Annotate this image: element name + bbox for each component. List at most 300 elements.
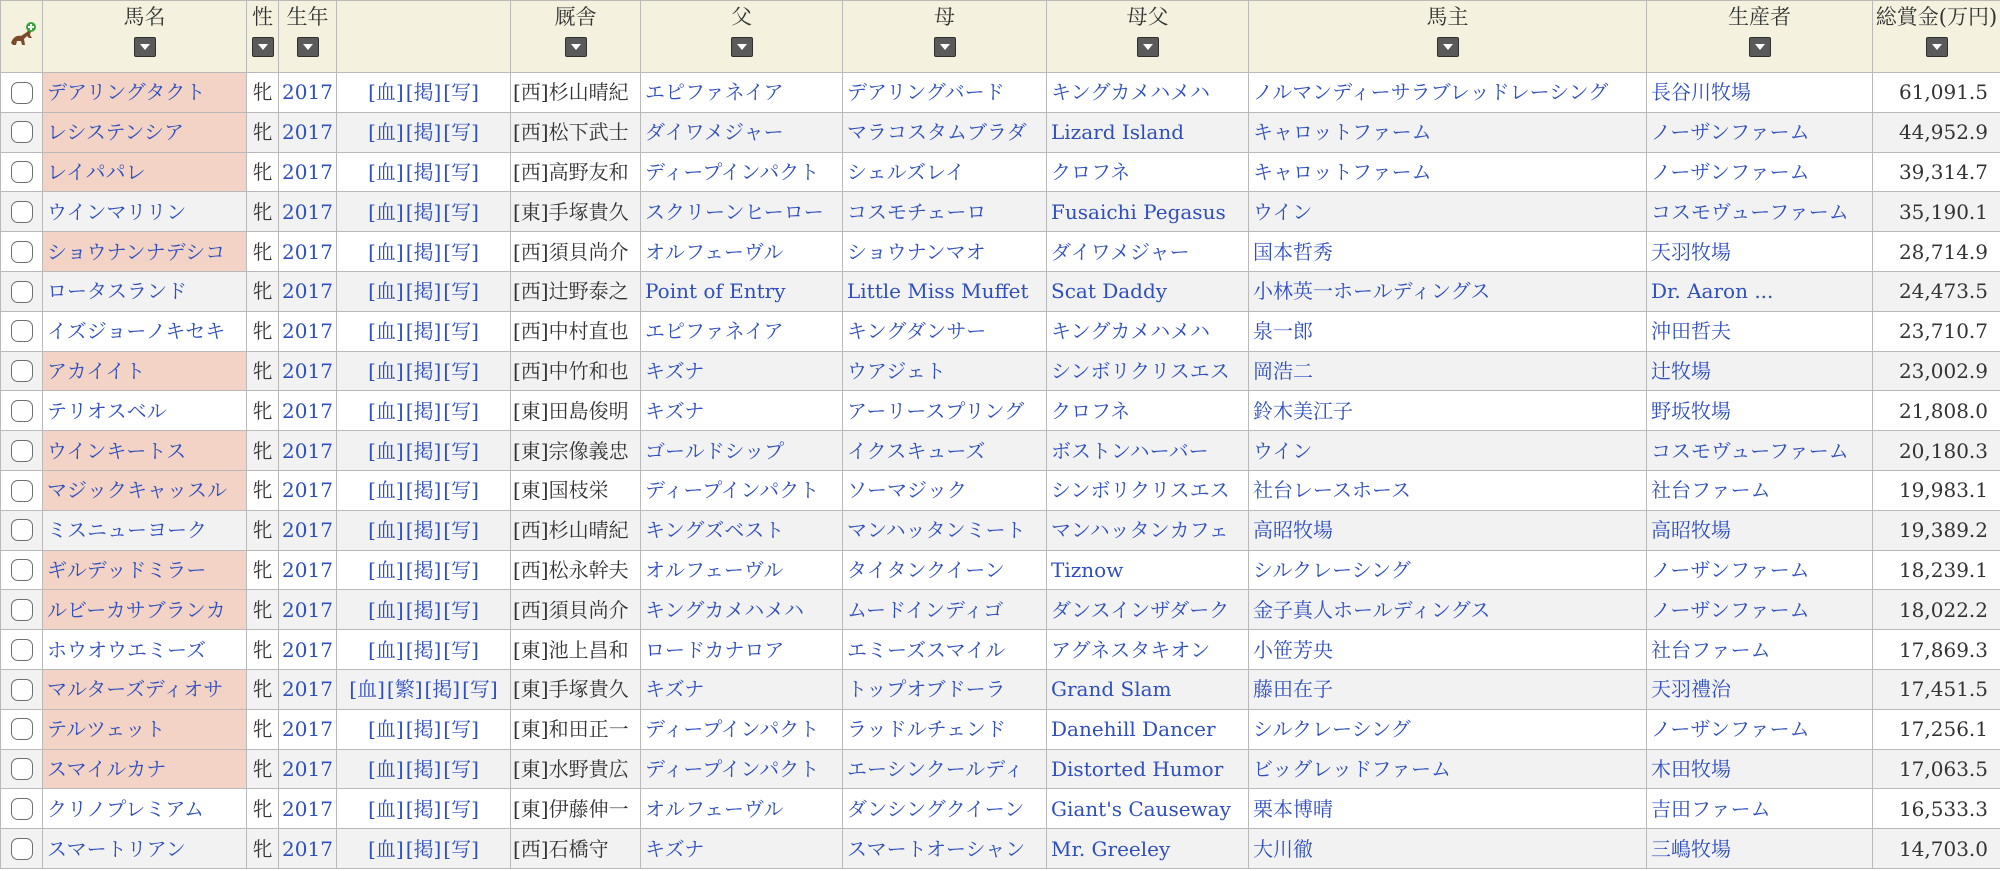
birth-year-link[interactable]: 2017 bbox=[279, 470, 337, 510]
detail-link[interactable]: [血] bbox=[349, 677, 385, 702]
breeder-link[interactable]: ノーザンファーム bbox=[1647, 152, 1873, 192]
row-checkbox[interactable] bbox=[11, 161, 33, 183]
owner-link[interactable]: ウイン bbox=[1249, 431, 1647, 471]
detail-link[interactable]: [血] bbox=[368, 518, 404, 543]
detail-link[interactable]: [写] bbox=[443, 199, 479, 224]
row-checkbox[interactable] bbox=[11, 679, 33, 701]
links-cell bbox=[337, 669, 511, 709]
sire-link[interactable]: キズナ bbox=[641, 669, 843, 709]
dam-link[interactable]: シェルズレイ bbox=[843, 152, 1047, 192]
links-cell bbox=[337, 510, 511, 550]
header-links bbox=[337, 1, 511, 73]
sire-link[interactable]: ディープインパクト bbox=[641, 152, 843, 192]
header-year: 生年 bbox=[279, 1, 337, 73]
sire-link[interactable]: エピファネイア bbox=[641, 73, 843, 113]
damsire-link[interactable]: ボストンハーバー bbox=[1047, 431, 1249, 471]
sire-link[interactable]: ディープインパクト bbox=[641, 749, 843, 789]
links-cell bbox=[337, 73, 511, 113]
row-checkbox[interactable] bbox=[11, 519, 33, 541]
detail-link[interactable]: [血] bbox=[368, 199, 404, 224]
detail-link[interactable]: [掲] bbox=[405, 120, 442, 145]
detail-link[interactable]: [掲] bbox=[405, 319, 442, 344]
row-checkbox[interactable] bbox=[11, 798, 33, 820]
breeder-link[interactable]: 長谷川牧場 bbox=[1647, 73, 1873, 113]
sort-dropdown-damsire-icon[interactable] bbox=[1137, 37, 1159, 57]
sort-dropdown-dam-icon[interactable] bbox=[934, 37, 956, 57]
stable-cell bbox=[511, 789, 641, 829]
detail-link[interactable]: [血] bbox=[368, 557, 404, 582]
birth-year-link[interactable]: 2017 bbox=[279, 192, 337, 232]
damsire-link[interactable]: Tiznow bbox=[1047, 550, 1249, 590]
detail-link[interactable]: [掲] bbox=[405, 836, 442, 861]
detail-link[interactable]: [掲] bbox=[405, 756, 442, 781]
prize-cell: 17,256.1 bbox=[1873, 709, 2000, 749]
detail-link[interactable]: [写] bbox=[443, 120, 479, 145]
owner-link[interactable]: シルクレーシング bbox=[1249, 550, 1647, 590]
detail-link[interactable]: [血] bbox=[368, 279, 404, 304]
row-checkbox[interactable] bbox=[11, 480, 33, 502]
detail-link[interactable]: [掲] bbox=[405, 358, 442, 383]
dam-link[interactable]: コスモチェーロ bbox=[843, 192, 1047, 232]
row-select-cell bbox=[1, 669, 43, 709]
stable-link[interactable]: [東]国枝栄 bbox=[513, 478, 609, 503]
row-select-cell bbox=[1, 550, 43, 590]
sire-link[interactable]: キズナ bbox=[641, 391, 843, 431]
birth-year-link[interactable]: 2017 bbox=[279, 630, 337, 670]
owner-link[interactable]: 藤田在子 bbox=[1249, 669, 1647, 709]
row-checkbox[interactable] bbox=[11, 718, 33, 740]
damsire-link[interactable]: キングカメハメハ bbox=[1047, 311, 1249, 351]
breeder-link[interactable]: 辻牧場 bbox=[1647, 351, 1873, 391]
sire-link[interactable]: ディープインパクト bbox=[641, 709, 843, 749]
detail-link[interactable]: [写] bbox=[443, 279, 479, 304]
dam-link[interactable]: イクスキューズ bbox=[843, 431, 1047, 471]
sire-link[interactable]: オルフェーヴル bbox=[641, 789, 843, 829]
breeder-link[interactable]: 吉田ファーム bbox=[1647, 789, 1873, 829]
row-checkbox[interactable] bbox=[11, 440, 33, 462]
prize-cell: 44,952.9 bbox=[1873, 112, 2000, 152]
detail-link[interactable]: [掲] bbox=[405, 398, 442, 423]
detail-link[interactable]: [掲] bbox=[405, 159, 442, 184]
detail-link[interactable]: [掲] bbox=[405, 80, 442, 105]
damsire-link[interactable]: シンボリクリスエス bbox=[1047, 351, 1249, 391]
sex-cell: 牝 bbox=[247, 550, 279, 590]
horse-name-link[interactable]: デアリングタクト bbox=[43, 73, 247, 113]
stable-cell bbox=[511, 232, 641, 272]
birth-year-link[interactable]: 2017 bbox=[279, 311, 337, 351]
table-row bbox=[1, 630, 2000, 670]
horse-name-link[interactable]: ウインマリリン bbox=[43, 192, 247, 232]
detail-link[interactable]: [写] bbox=[443, 836, 479, 861]
horse-name-link[interactable]: ギルデッドミラー bbox=[43, 550, 247, 590]
table-row bbox=[1, 311, 2000, 351]
stable-cell bbox=[511, 311, 641, 351]
detail-link[interactable]: [繁] bbox=[386, 677, 423, 702]
sort-dropdown-stable-icon[interactable] bbox=[565, 37, 587, 57]
dam-link[interactable]: キングダンサー bbox=[843, 311, 1047, 351]
sort-dropdown-sire-icon[interactable] bbox=[731, 37, 753, 57]
damsire-link[interactable]: Lizard Island bbox=[1047, 112, 1249, 152]
birth-year-link[interactable]: 2017 bbox=[279, 789, 337, 829]
breeder-link[interactable]: コスモヴューファーム bbox=[1647, 192, 1873, 232]
stable-link[interactable]: [東]田島俊明 bbox=[513, 398, 629, 423]
horse-name-link[interactable]: クリノプレミアム bbox=[43, 789, 247, 829]
header-damsire: 母父 bbox=[1047, 1, 1249, 73]
damsire-link[interactable]: マンハッタンカフェ bbox=[1047, 510, 1249, 550]
detail-link[interactable]: [血] bbox=[368, 120, 404, 145]
row-checkbox[interactable] bbox=[11, 241, 33, 263]
row-select-cell bbox=[1, 271, 43, 311]
detail-link[interactable]: [掲] bbox=[405, 478, 442, 503]
row-select-cell bbox=[1, 73, 43, 113]
detail-link[interactable]: [血] bbox=[368, 80, 404, 105]
stable-link[interactable]: [西]松永幹夫 bbox=[513, 557, 629, 582]
row-select-cell bbox=[1, 749, 43, 789]
row-checkbox[interactable] bbox=[11, 599, 33, 621]
owner-link[interactable]: ノルマンディーサラブレッドレーシング bbox=[1249, 73, 1647, 113]
birth-year-link[interactable]: 2017 bbox=[279, 112, 337, 152]
breeder-link[interactable]: ノーザンファーム bbox=[1647, 590, 1873, 630]
detail-link[interactable]: [血] bbox=[368, 637, 404, 662]
detail-link[interactable]: [写] bbox=[462, 677, 498, 702]
detail-link[interactable]: [写] bbox=[443, 319, 479, 344]
sex-cell: 牝 bbox=[247, 311, 279, 351]
owner-link[interactable]: 栗本博晴 bbox=[1249, 789, 1647, 829]
dam-link[interactable]: エーシンクールディ bbox=[843, 749, 1047, 789]
detail-link[interactable]: [血] bbox=[368, 756, 404, 781]
detail-link[interactable]: [血] bbox=[368, 478, 404, 503]
stable-link[interactable]: [西]中竹和也 bbox=[513, 358, 629, 383]
owner-link[interactable]: 社台レースホース bbox=[1249, 470, 1647, 510]
breeder-link[interactable]: 木田牧場 bbox=[1647, 749, 1873, 789]
row-checkbox[interactable] bbox=[11, 281, 33, 303]
horse-name-link[interactable]: テルツェット bbox=[43, 709, 247, 749]
detail-link[interactable]: [写] bbox=[443, 358, 479, 383]
dam-link[interactable]: スマートオーシャン bbox=[843, 829, 1047, 869]
row-select-cell bbox=[1, 391, 43, 431]
horse-name-link[interactable]: テリオスベル bbox=[43, 391, 247, 431]
detail-link[interactable]: [写] bbox=[443, 478, 479, 503]
stable-link[interactable]: [東]宗像義忠 bbox=[513, 438, 629, 463]
row-checkbox[interactable] bbox=[11, 758, 33, 780]
breeder-link[interactable]: コスモヴューファーム bbox=[1647, 431, 1873, 471]
row-checkbox[interactable] bbox=[11, 360, 33, 382]
birth-year-link[interactable]: 2017 bbox=[279, 669, 337, 709]
horse-name-link[interactable]: ホウオウエミーズ bbox=[43, 630, 247, 670]
stable-link[interactable]: [西]松下武士 bbox=[513, 120, 629, 145]
birth-year-link[interactable]: 2017 bbox=[279, 73, 337, 113]
detail-link[interactable]: [掲] bbox=[405, 597, 442, 622]
sire-link[interactable]: ゴールドシップ bbox=[641, 431, 843, 471]
damsire-link[interactable]: クロフネ bbox=[1047, 391, 1249, 431]
horse-name-link[interactable]: スマイルカナ bbox=[43, 749, 247, 789]
damsire-link[interactable]: キングカメハメハ bbox=[1047, 73, 1249, 113]
stable-cell bbox=[511, 829, 641, 869]
breeder-link[interactable]: 天羽禮治 bbox=[1647, 669, 1873, 709]
owner-link[interactable]: 岡浩二 bbox=[1249, 351, 1647, 391]
detail-link[interactable]: [血] bbox=[368, 597, 404, 622]
dam-link[interactable]: ショウナンマオ bbox=[843, 232, 1047, 272]
stable-link[interactable]: [西]杉山晴紀 bbox=[513, 80, 629, 105]
sire-link[interactable]: ディープインパクト bbox=[641, 470, 843, 510]
detail-link[interactable]: [血] bbox=[368, 796, 404, 821]
breeder-link[interactable]: 沖田哲夫 bbox=[1647, 311, 1873, 351]
sort-dropdown-owner-icon[interactable] bbox=[1437, 37, 1459, 57]
table-row bbox=[1, 709, 2000, 749]
owner-link[interactable]: シルクレーシング bbox=[1249, 709, 1647, 749]
sort-dropdown-name-icon[interactable] bbox=[134, 37, 156, 57]
horse-name-link[interactable]: ウインキートス bbox=[43, 431, 247, 471]
sort-dropdown-prize-icon[interactable] bbox=[1926, 37, 1948, 57]
detail-link[interactable]: [写] bbox=[443, 398, 479, 423]
dam-link[interactable]: マラコスタムブラダ bbox=[843, 112, 1047, 152]
links-cell bbox=[337, 829, 511, 869]
table-row bbox=[1, 232, 2000, 272]
owner-link[interactable]: キャロットファーム bbox=[1249, 152, 1647, 192]
dam-link[interactable]: ソーマジック bbox=[843, 470, 1047, 510]
sire-link[interactable]: キズナ bbox=[641, 829, 843, 869]
birth-year-link[interactable]: 2017 bbox=[279, 749, 337, 789]
stable-link[interactable]: [西]中村直也 bbox=[513, 319, 629, 344]
owner-link[interactable]: 小笹芳央 bbox=[1249, 630, 1647, 670]
sort-dropdown-sex-icon[interactable] bbox=[252, 37, 274, 57]
table-row bbox=[1, 510, 2000, 550]
dam-link[interactable]: Little Miss Muffet bbox=[843, 271, 1047, 311]
birth-year-link[interactable]: 2017 bbox=[279, 152, 337, 192]
detail-link[interactable]: [血] bbox=[368, 398, 404, 423]
links-cell bbox=[337, 431, 511, 471]
damsire-link[interactable]: アグネスタキオン bbox=[1047, 630, 1249, 670]
owner-link[interactable]: 国本哲秀 bbox=[1249, 232, 1647, 272]
dam-link[interactable]: エミーズスマイル bbox=[843, 630, 1047, 670]
damsire-link[interactable]: ダイワメジャー bbox=[1047, 232, 1249, 272]
horse-name-link[interactable]: マジックキャッスル bbox=[43, 470, 247, 510]
damsire-link[interactable]: シンボリクリスエス bbox=[1047, 470, 1249, 510]
stable-link[interactable]: [西]須貝尚介 bbox=[513, 597, 629, 622]
dam-link[interactable]: デアリングバード bbox=[843, 73, 1047, 113]
breeder-link[interactable]: ノーザンファーム bbox=[1647, 550, 1873, 590]
horse-name-link[interactable]: スマートリアン bbox=[43, 829, 247, 869]
damsire-link[interactable]: Fusaichi Pegasus bbox=[1047, 192, 1249, 232]
owner-link[interactable]: 金子真人ホールディングス bbox=[1249, 590, 1647, 630]
sire-link[interactable]: キングズベスト bbox=[641, 510, 843, 550]
detail-link[interactable]: [血] bbox=[368, 836, 404, 861]
sex-cell: 牝 bbox=[247, 789, 279, 829]
owner-link[interactable]: 泉一郎 bbox=[1249, 311, 1647, 351]
horse-name-link[interactable]: ロータスランド bbox=[43, 271, 247, 311]
horse-name-link[interactable]: レイパパレ bbox=[43, 152, 247, 192]
sire-link[interactable]: オルフェーヴル bbox=[641, 232, 843, 272]
stable-link[interactable]: [西]高野友和 bbox=[513, 159, 629, 184]
detail-link[interactable]: [血] bbox=[368, 438, 404, 463]
sire-link[interactable]: エピファネイア bbox=[641, 311, 843, 351]
detail-link[interactable]: [掲] bbox=[405, 279, 442, 304]
dam-link[interactable]: マンハッタンミート bbox=[843, 510, 1047, 550]
detail-link[interactable]: [掲] bbox=[405, 199, 442, 224]
birth-year-link[interactable]: 2017 bbox=[279, 431, 337, 471]
row-checkbox[interactable] bbox=[11, 559, 33, 581]
stable-link[interactable]: [西]辻野泰之 bbox=[513, 279, 629, 304]
detail-link[interactable]: [写] bbox=[443, 637, 479, 662]
prize-cell: 35,190.1 bbox=[1873, 192, 2000, 232]
sire-link[interactable]: オルフェーヴル bbox=[641, 550, 843, 590]
breeder-link[interactable]: 天羽牧場 bbox=[1647, 232, 1873, 272]
table-body bbox=[1, 73, 2000, 869]
detail-link[interactable]: [血] bbox=[368, 717, 404, 742]
birth-year-link[interactable]: 2017 bbox=[279, 271, 337, 311]
prize-cell: 61,091.5 bbox=[1873, 73, 2000, 113]
detail-link[interactable]: [掲] bbox=[424, 677, 461, 702]
damsire-link[interactable]: Scat Daddy bbox=[1047, 271, 1249, 311]
row-checkbox[interactable] bbox=[11, 121, 33, 143]
stable-link[interactable]: [東]伊藤伸一 bbox=[513, 796, 629, 821]
owner-link[interactable]: 高昭牧場 bbox=[1249, 510, 1647, 550]
horse-name-link[interactable]: イズジョーノキセキ bbox=[43, 311, 247, 351]
birth-year-link[interactable]: 2017 bbox=[279, 391, 337, 431]
breeder-link[interactable]: 高昭牧場 bbox=[1647, 510, 1873, 550]
horse-name-link[interactable]: ショウナンナデシコ bbox=[43, 232, 247, 272]
header-add-horse[interactable] bbox=[1, 1, 43, 73]
owner-link[interactable]: 大川徹 bbox=[1249, 829, 1647, 869]
breeder-link[interactable]: Dr. Aaron ... bbox=[1647, 271, 1873, 311]
sex-cell: 牝 bbox=[247, 510, 279, 550]
detail-link[interactable]: [写] bbox=[443, 717, 479, 742]
damsire-link[interactable]: Danehill Dancer bbox=[1047, 709, 1249, 749]
add-horse-icon[interactable] bbox=[7, 21, 37, 51]
horse-name-link[interactable]: レシステンシア bbox=[43, 112, 247, 152]
sex-cell: 牝 bbox=[247, 749, 279, 789]
birth-year-link[interactable]: 2017 bbox=[279, 550, 337, 590]
detail-link[interactable]: [掲] bbox=[405, 557, 442, 582]
breeder-link[interactable]: ノーザンファーム bbox=[1647, 112, 1873, 152]
sex-cell: 牝 bbox=[247, 271, 279, 311]
dam-link[interactable]: ラッドルチェンド bbox=[843, 709, 1047, 749]
sire-link[interactable]: スクリーンヒーロー bbox=[641, 192, 843, 232]
breeder-link[interactable]: ノーザンファーム bbox=[1647, 709, 1873, 749]
damsire-link[interactable]: クロフネ bbox=[1047, 152, 1249, 192]
damsire-link[interactable]: Distorted Humor bbox=[1047, 749, 1249, 789]
stable-link[interactable]: [東]和田正一 bbox=[513, 717, 629, 742]
dam-link[interactable]: トップオブドーラ bbox=[843, 669, 1047, 709]
sex-cell: 牝 bbox=[247, 590, 279, 630]
dam-link[interactable]: ムードインディゴ bbox=[843, 590, 1047, 630]
detail-link[interactable]: [掲] bbox=[405, 717, 442, 742]
row-checkbox[interactable] bbox=[11, 82, 33, 104]
stable-link[interactable]: [東]手塚貴久 bbox=[513, 199, 629, 224]
dam-link[interactable]: タイタンクイーン bbox=[843, 550, 1047, 590]
sort-dropdown-breeder-icon[interactable] bbox=[1749, 37, 1771, 57]
header-breeder: 生産者 bbox=[1647, 1, 1873, 73]
horse-name-link[interactable]: ルビーカサブランカ bbox=[43, 590, 247, 630]
damsire-link[interactable]: ダンスインザダーク bbox=[1047, 590, 1249, 630]
damsire-link[interactable]: Giant's Causeway bbox=[1047, 789, 1249, 829]
horse-name-link[interactable]: ミスニューヨーク bbox=[43, 510, 247, 550]
dam-link[interactable]: ダンシングクイーン bbox=[843, 789, 1047, 829]
breeder-link[interactable]: 社台ファーム bbox=[1647, 470, 1873, 510]
owner-link[interactable]: 小林英一ホールディングス bbox=[1249, 271, 1647, 311]
birth-year-link[interactable]: 2017 bbox=[279, 709, 337, 749]
stable-link[interactable]: [西]須貝尚介 bbox=[513, 239, 629, 264]
sire-link[interactable]: ロードカナロア bbox=[641, 630, 843, 670]
sort-dropdown-year-icon[interactable] bbox=[297, 37, 319, 57]
horse-name-link[interactable]: アカイイト bbox=[43, 351, 247, 391]
stable-link[interactable]: [西]杉山晴紀 bbox=[513, 518, 629, 543]
damsire-link[interactable]: Mr. Greeley bbox=[1047, 829, 1249, 869]
detail-link[interactable]: [血] bbox=[368, 239, 404, 264]
detail-link[interactable]: [血] bbox=[368, 358, 404, 383]
table-row bbox=[1, 192, 2000, 232]
stable-link[interactable]: [東]手塚貴久 bbox=[513, 677, 629, 702]
row-checkbox[interactable] bbox=[11, 320, 33, 342]
breeder-link[interactable]: 野坂牧場 bbox=[1647, 391, 1873, 431]
birth-year-link[interactable]: 2017 bbox=[279, 351, 337, 391]
birth-year-link[interactable]: 2017 bbox=[279, 590, 337, 630]
row-checkbox[interactable] bbox=[11, 201, 33, 223]
sire-link[interactable]: キズナ bbox=[641, 351, 843, 391]
detail-link[interactable]: [掲] bbox=[405, 796, 442, 821]
stable-cell bbox=[511, 351, 641, 391]
stable-link[interactable]: [西]石橋守 bbox=[513, 836, 609, 861]
table-row bbox=[1, 112, 2000, 152]
row-checkbox[interactable] bbox=[11, 838, 33, 860]
detail-link[interactable]: [掲] bbox=[405, 438, 442, 463]
stable-link[interactable]: [東]池上昌和 bbox=[513, 637, 629, 662]
detail-link[interactable]: [写] bbox=[443, 438, 479, 463]
detail-link[interactable]: [写] bbox=[443, 239, 479, 264]
detail-link[interactable]: [掲] bbox=[405, 239, 442, 264]
table-row bbox=[1, 73, 2000, 113]
detail-link[interactable]: [掲] bbox=[405, 518, 442, 543]
stable-link[interactable]: [東]水野貴広 bbox=[513, 756, 629, 781]
birth-year-link[interactable]: 2017 bbox=[279, 510, 337, 550]
birth-year-link[interactable]: 2017 bbox=[279, 829, 337, 869]
detail-link[interactable]: [写] bbox=[443, 597, 479, 622]
row-select-cell bbox=[1, 470, 43, 510]
detail-link[interactable]: [血] bbox=[368, 319, 404, 344]
owner-link[interactable]: ビッグレッドファーム bbox=[1249, 749, 1647, 789]
horse-name-link[interactable]: マルターズディオサ bbox=[43, 669, 247, 709]
detail-link[interactable]: [写] bbox=[443, 796, 479, 821]
damsire-link[interactable]: Grand Slam bbox=[1047, 669, 1249, 709]
detail-link[interactable]: [写] bbox=[443, 557, 479, 582]
owner-link[interactable]: 鈴木美江子 bbox=[1249, 391, 1647, 431]
detail-link[interactable]: [写] bbox=[443, 756, 479, 781]
sire-link[interactable]: Point of Entry bbox=[641, 271, 843, 311]
dam-link[interactable]: アーリースプリング bbox=[843, 391, 1047, 431]
sire-link[interactable]: ダイワメジャー bbox=[641, 112, 843, 152]
stable-cell bbox=[511, 669, 641, 709]
row-checkbox[interactable] bbox=[11, 639, 33, 661]
table-row bbox=[1, 749, 2000, 789]
detail-link[interactable]: [掲] bbox=[405, 637, 442, 662]
header-stable: 厩舎 bbox=[511, 1, 641, 73]
owner-link[interactable]: ウイン bbox=[1249, 192, 1647, 232]
detail-link[interactable]: [写] bbox=[443, 80, 479, 105]
detail-link[interactable]: [血] bbox=[368, 159, 404, 184]
links-cell bbox=[337, 311, 511, 351]
breeder-link[interactable]: 社台ファーム bbox=[1647, 630, 1873, 670]
sire-link[interactable]: キングカメハメハ bbox=[641, 590, 843, 630]
table-row bbox=[1, 550, 2000, 590]
dam-link[interactable]: ウアジェト bbox=[843, 351, 1047, 391]
detail-link[interactable]: [写] bbox=[443, 159, 479, 184]
owner-link[interactable]: キャロットファーム bbox=[1249, 112, 1647, 152]
birth-year-link[interactable]: 2017 bbox=[279, 232, 337, 272]
breeder-link[interactable]: 三嶋牧場 bbox=[1647, 829, 1873, 869]
detail-link[interactable]: [写] bbox=[443, 518, 479, 543]
row-checkbox[interactable] bbox=[11, 400, 33, 422]
stable-cell bbox=[511, 112, 641, 152]
